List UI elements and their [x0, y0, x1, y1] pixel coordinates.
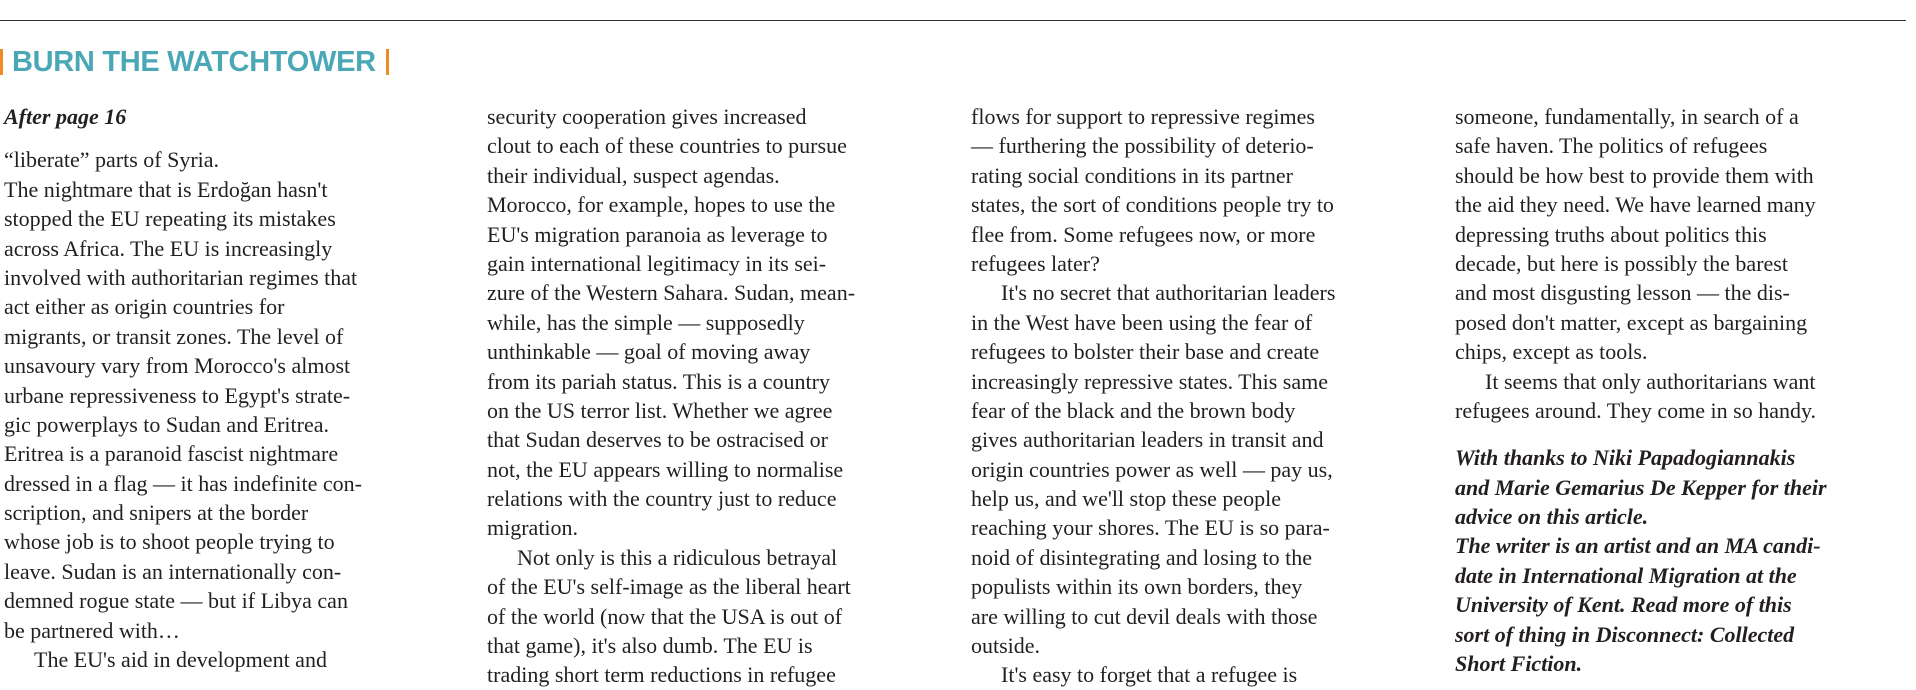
text-line: while, has the simple — supposedly [487, 309, 805, 335]
text-line: unthinkable — goal of moving away [487, 339, 811, 365]
text-line: act either as origin countries for [4, 294, 285, 320]
credit-line: advice on this article. [1455, 504, 1649, 530]
text-line: reaching your shores. The EU is so para- [971, 515, 1330, 541]
text-line: — furthering the possibility of deterio- [971, 133, 1314, 159]
article-column-4 [1455, 102, 1905, 678]
section-title: BURN THE WATCHTOWER [12, 46, 376, 78]
text-line: scription, and snipers at the border [4, 500, 309, 526]
text-line: populists within its own borders, they [971, 574, 1303, 600]
text-line: rating social conditions in its partner [971, 162, 1293, 188]
credit-line: The writer is an artist and an MA candi- [1455, 533, 1821, 559]
text-line: flee from. Some refugees now, or more [971, 221, 1316, 247]
text-line: leave. Sudan is an internationally con- [4, 558, 342, 584]
text-line: involved with authoritarian regimes that [4, 264, 358, 290]
text-line: of the world (now that the USA is out of [487, 603, 843, 629]
text-line: refugees to bolster their base and create [971, 339, 1320, 365]
top-rule [0, 20, 1906, 21]
text-line: be partnered with… [4, 617, 180, 643]
text-line: unsavoury vary from Morocco's almost [4, 353, 351, 379]
text-line: The EU's aid in development and [34, 647, 327, 673]
text-line: someone, fundamentally, in search of a [1455, 104, 1799, 129]
text-line: It's no secret that authoritarian leaders [1001, 280, 1336, 306]
text-line: the aid they need. We have learned many [1455, 192, 1816, 218]
text-line: help us, and we'll stop these people [971, 486, 1282, 512]
text-line: relations with the country just to reduce [487, 486, 837, 512]
text-line: that Sudan deserves to be ostracised or [487, 427, 828, 453]
text-line: The nightmare that is Erdoğan hasn't [4, 176, 328, 202]
text-line: states, the sort of conditions people try to [971, 192, 1334, 218]
text-line: and most disgusting lesson — the dis- [1455, 280, 1790, 306]
text-line: on the US terror list. Whether we agree [487, 397, 833, 423]
continuation-kicker: After page 16 [4, 104, 127, 129]
credit-line: University of Kent. Read more of this [1455, 592, 1792, 618]
article-column-3 [971, 102, 1421, 690]
text-line: that game), it's also dumb. The EU is [487, 633, 813, 659]
text-line: Morocco, for example, hopes to use the [487, 192, 836, 218]
credit-line: date in International Migration at the [1455, 562, 1797, 588]
text-line: gives authoritarian leaders in transit and [971, 427, 1324, 453]
text-line: It's easy to forget that a refugee is [1001, 662, 1298, 688]
text-line: gain international legitimacy in its sei- [487, 250, 827, 276]
text-line: of the EU's self-image as the liberal heart [487, 574, 851, 600]
text-line: across Africa. The EU is increasingly [4, 235, 333, 261]
text-line: decade, but here is possibly the barest [1455, 250, 1788, 276]
header-bar-right [386, 49, 389, 75]
text-line: outside. [971, 633, 1041, 659]
text-line: migration. [487, 515, 579, 541]
text-line: gic powerplays to Sudan and Eritrea. [4, 411, 330, 437]
text-line: from its pariah status. This is a country [487, 368, 830, 394]
section-header [0, 42, 389, 82]
text-line: demned rogue state — but if Libya can [4, 588, 348, 614]
credit-line: With thanks to Niki Papadogiannakis [1455, 445, 1796, 471]
text-line: noid of disintegrating and losing to the [971, 544, 1312, 570]
paragraph-gap [1455, 425, 1905, 443]
text-line: are willing to cut devil deals with those [971, 603, 1318, 629]
text-line: trading short term reductions in refugee [487, 662, 836, 688]
text-line: dressed in a flag — it has indefinite con- [4, 470, 363, 496]
text-line: flows for support to repressive regimes [971, 104, 1315, 129]
text-line: origin countries power as well — pay us, [971, 456, 1333, 482]
text-line: Not only is this a ridiculous betrayal [517, 544, 838, 570]
text-line: “liberate” parts of Syria. [4, 147, 220, 173]
text-line: refugees later? [971, 250, 1100, 276]
text-line: It seems that only authoritarians want [1485, 368, 1816, 394]
text-line: migrants, or transit zones. The level of [4, 323, 344, 349]
text-line: in the West have been using the fear of [971, 309, 1313, 335]
text-line: their individual, suspect agendas. [487, 162, 780, 188]
text-line: EU's migration paranoia as leverage to [487, 221, 828, 247]
text-line: stopped the EU repeating its mistakes [4, 206, 336, 232]
text-line: increasingly repressive states. This same [971, 368, 1328, 394]
text-line: depressing truths about politics this [1455, 221, 1767, 247]
credit-line: sort of thing in Disconnect: Collected [1455, 621, 1795, 647]
text-line: safe haven. The politics of refugees [1455, 133, 1768, 159]
header-bar-left [0, 49, 3, 75]
text-line: clout to each of these countries to pursue [487, 133, 847, 159]
text-line: zure of the Western Sahara. Sudan, mean- [487, 280, 856, 306]
article-column-2 [487, 102, 937, 690]
article-column-1 [4, 102, 454, 674]
text-line: whose job is to shoot people trying to [4, 529, 335, 555]
text-line: not, the EU appears willing to normalise [487, 456, 844, 482]
text-line: security cooperation gives increased [487, 104, 807, 129]
text-line: refugees around. They come in so handy. [1455, 397, 1817, 423]
text-line: Eritrea is a paranoid fascist nightmare [4, 441, 339, 467]
text-line: should be how best to provide them with [1455, 162, 1814, 188]
text-line: chips, except as tools. [1455, 339, 1648, 365]
credit-line: Short Fiction. [1455, 651, 1583, 677]
credit-line: and Marie Gemarius De Kepper for their [1455, 474, 1827, 500]
text-line: posed don't matter, except as bargaining [1455, 309, 1808, 335]
text-line: fear of the black and the brown body [971, 397, 1296, 423]
text-line: urbane repressiveness to Egypt's strate- [4, 382, 351, 408]
